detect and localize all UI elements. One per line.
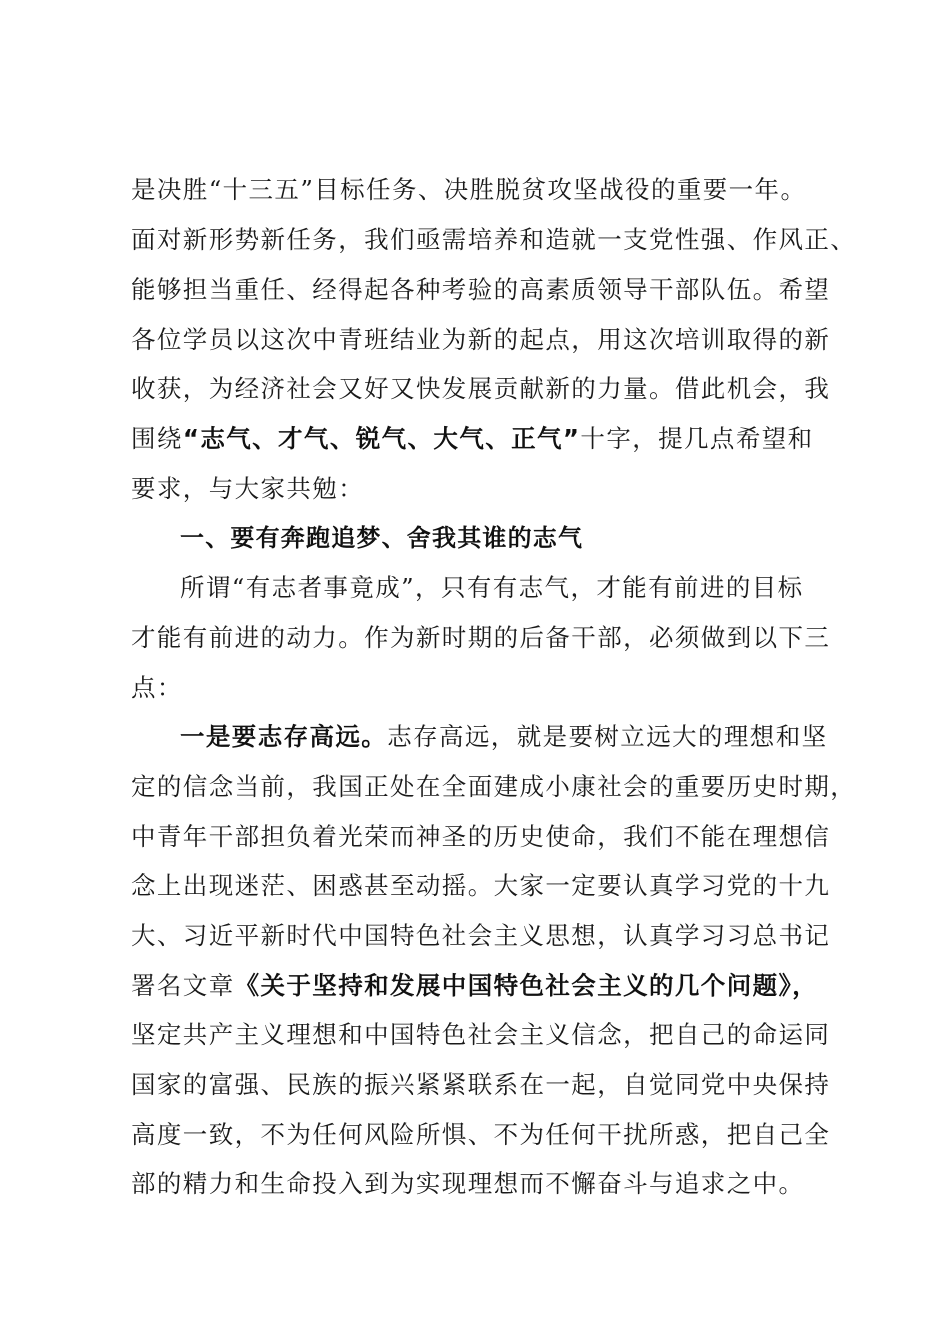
paragraph-line: 中青年干部担负着光荣而神圣的历史使命，我们不能在理想信: [131, 822, 831, 851]
line-text: 围绕: [131, 424, 183, 453]
line-text: 十字，提几点希望和: [580, 424, 814, 453]
paragraph-line: 才能有前进的动力。作为新时期的后备干部，必须做到以下三: [131, 623, 831, 652]
paragraph-line: 所谓“有志者事竟成”，只有有志气，才能有前进的目标: [180, 573, 804, 602]
paragraph-line: 面对新形势新任务，我们亟需培养和造就一支党性强、作风正、: [131, 225, 857, 254]
point-lead: 一是要志存高远。: [180, 722, 388, 751]
paragraph-line: 收获，为经济社会又好又快发展贡献新的力量。借此机会，我: [131, 374, 831, 403]
paragraph-line: 点：: [131, 673, 183, 702]
paragraph-line: [131, 971, 831, 1001]
paragraph-line: 是决胜“十三五”目标任务、决胜脱贫攻坚战役的重要一年。: [131, 175, 807, 204]
paragraph-line: 坚定共产主义理想和中国特色社会主义信念，把自己的命运同: [131, 1020, 831, 1049]
emphasis-text: “志气、才气、锐气、大气、正气”: [182, 424, 581, 453]
paragraph-line: 定的信念当前，我国正处在全面建成小康社会的重要历史时期，: [131, 772, 857, 801]
paragraph-line: 能够担当重任、经得起各种考验的高素质领导干部队伍。希望: [131, 275, 831, 304]
paragraph-line: 大、习近平新时代中国特色社会主义思想，认真学习习总书记: [131, 921, 831, 950]
paragraph-line: 各位学员以这次中青班结业为新的起点，用这次培训取得的新: [131, 325, 831, 354]
paragraph-line: 国家的富强、民族的振兴紧紧联系在一起，自觉同党中央保持: [131, 1070, 831, 1099]
paragraph-line: [131, 424, 831, 454]
section-heading: 一、要有奔跑追梦、舍我其谁的志气: [180, 524, 584, 552]
paragraph-line: 要求，与大家共勉：: [131, 474, 365, 503]
line-text: 志存高远，就是要树立远大的理想和坚: [387, 722, 828, 751]
paragraph-line: 部的精力和生命投入到为实现理想而不懈奋斗与追求之中。: [131, 1169, 805, 1198]
paragraph-line: 念上出现迷茫、困惑甚至动摇。大家一定要认真学习党的十九: [131, 871, 831, 900]
paragraph-line: 高度一致，不为任何风险所惧、不为任何干扰所惑，把自己全: [131, 1120, 831, 1149]
article-title: 《关于坚持和发展中国特色社会主义的几个问题》，: [234, 971, 819, 1000]
line-text: 署名文章: [131, 971, 235, 1000]
paragraph-line: [180, 722, 880, 752]
